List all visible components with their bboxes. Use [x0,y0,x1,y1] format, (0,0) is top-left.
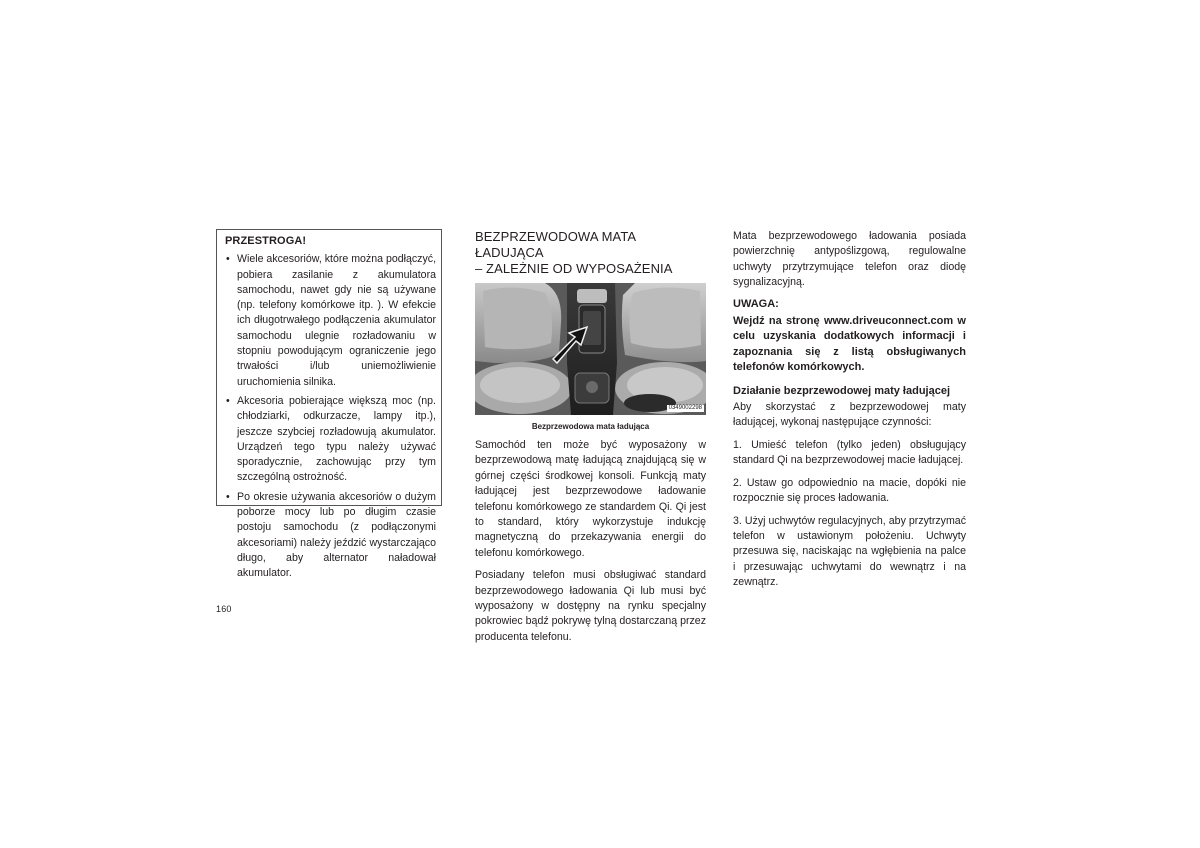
intro-paragraph: Mata bezprzewodowego ładowania posiada powierzchnię antypoślizgową, regulowalne uchwyty przytrzymujące telefon oraz diodę sygnalizacyjną. [733,230,966,289]
section-title [475,229,706,277]
subsection-title: Działanie bezprzewodowej maty ładującej [733,384,951,397]
page-number: 160 [216,604,232,614]
paragraph: Posiadany telefon musi obsługiwać standard bezprzewodowego ładowania Qi lub musi być wyposażony w dostępny na rynku specjalny pokrowiec bądź pokrywę tylną dostarczaną przez producenta telefonu. [475,569,706,643]
section-column [475,229,706,652]
car-interior-illustration [475,283,706,415]
step-item: 3. Użyj uchwytów regulacyjnych, aby przytrzymać telefon w ustawionym położeniu. Uchwyty przesuwa się, naciskając na wgłębienia na palce i przesuwając uchwytami do wewnątrz i na zewnątrz. [733,514,966,589]
step-item: 2. Ustaw go odpowiednio na macie, dopóki nie rozpocznie się proces ładowania. [733,476,966,505]
warning-bullet: • Akcesoria pobierające większą moc (np. chłodziarki, odkurzacze, lampy itp.), jeszcze szybciej rozładowują akumulator. Urządzeń tego typu należy używać sporadycznie, zachowując przy tym szczególną ostrożność. [225,394,436,486]
warning-box [216,229,442,580]
warning-title: PRZESTROGA! [225,235,307,247]
section-title-line2: – ZALEŻNIE OD WYPOSAŻENIA [475,261,673,276]
step-item: 1. Umieść telefon (tylko jeden) obsługujący standard Qi na bezprzewodowej macie ładującej. [733,438,966,467]
paragraph: Samochód ten może być wyposażony w bezprzewodową matę ładującą znajdującą się w górnej części środkowej konsoli. Funkcją maty ładującej jest bezprzewodowe ładowanie telefonu komórkowego ze standardem Qi. Qi jest to standard, który wykorzystuje indukcję magnetyczną do przekazywania energii do telefonu komórkowego. [475,439,706,559]
warning-list [225,252,436,581]
warning-bullet: • Po okresie używania akcesoriów o dużym poborze mocy lub po długim czasie postoju samochodu (z podłączonymi akcesoriami) należy jeździć wystarczająco długo, aby alternator naładował akumulator. [225,490,436,582]
warning-bullet: • Wiele akcesoriów, które można podłączyć, pobiera zasilanie z akumulatora samochodu, nawet gdy nie są używane (np. telefony komórkowe itp. ). W efekcie ich długotrwałego podłączenia akumulator samochodu ulegnie rozładowaniu w stopniu powodującym ograniczenie jego trwałości i/lub uniemożliwienie uruchomienia silnika. [225,252,436,390]
wireless-charging-mat-photo [475,283,706,415]
right-column [733,229,966,598]
note-text: Wejdź na stronę www.driveuconnect.com w celu uzyskania dodatkowych informacji i zapoznania się z listą obsługiwanych telefonów komórkowych. [733,315,966,374]
figure-code: 0349002298 [668,405,702,411]
note-title: UWAGA: [733,297,779,310]
lead-paragraph: Aby skorzystać z bezprzewodowej maty ładującej, wykonaj następujące czynności: [733,401,966,429]
figure-caption: Bezprzewodowa mata ładująca [531,422,650,431]
section-title-line1: BEZPRZEWODOWA MATA ŁADUJĄCA [475,229,636,260]
